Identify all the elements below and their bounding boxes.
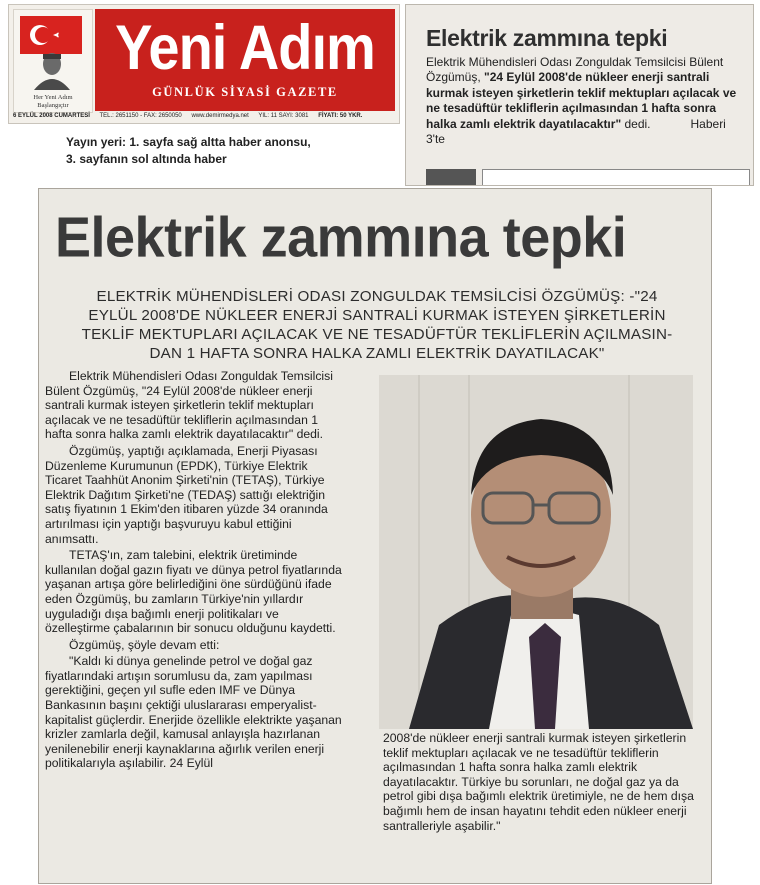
publication-note-line-2: 3. sayfanın sol altında haber bbox=[66, 152, 227, 166]
front-page-lead bbox=[426, 55, 744, 147]
article-clipping bbox=[38, 188, 712, 884]
publication-note bbox=[66, 134, 386, 168]
motto-line-2: Başlangıçtır bbox=[37, 102, 69, 109]
article-paragraph: TETAŞ'ın, zam talebini, elektrik üretiminde kullanılan doğal gazın fiyatı ve dünya petrol fiyatlarında yaşanan artışa göre belirlediğini öne sürdüğünü ifade eden Özgümüş, bu zamların Türkiye'nin yıllardır uyguladığı dışa bağımlı enerji politikaları ve özelleştirme çabalarının bir sonucu olduğunu kaydetti. bbox=[45, 548, 342, 636]
price: FİYATI: 50 YKR. bbox=[318, 113, 363, 119]
next-story-label-bar bbox=[426, 169, 476, 185]
lead-tail: dedi. bbox=[621, 116, 651, 131]
front-page-headline: Elektrik zammına tepki bbox=[426, 25, 668, 51]
article-paragraph: Elektrik Mühendisleri Odası Zonguldak Temsilcisi Bülent Özgümüş, "24 Eylül 2008'de nükleer enerji santrali kurmak isteyen şirketlerin teklif mektupları açılacak ve ne tesadüftür tekliflerin açılmasından 1 hafta sonra halka zamlı elektrik dayatılacaktır" dedi. bbox=[45, 369, 333, 442]
publication-note-line-1: Yayın yeri: 1. sayfa sağ altta haber anonsu, bbox=[66, 135, 311, 149]
article-column-right: 2008'de nükleer enerji santrali kurmak isteyen şirketlerin teklif mektupları açılacak ve ne tesadüftür tekliflerin açılmasından 1 hafta sonra halka zamlı elektrik dayatılacaktır. Türkiye bu sorunları, ne doğal gaz ya da petrol gibi dışa bağımlı elektrik üretimiyle, ne de hem dışa bağımlı hem de insan hayatını tehdit eden nükleer enerji santralleriyle aşabilir." bbox=[383, 731, 694, 833]
ataturk-portrait-icon bbox=[30, 50, 74, 90]
masthead-banner bbox=[95, 9, 395, 111]
masthead-motto bbox=[16, 94, 90, 110]
deck-line: TEKLİF MEKTUPLARI AÇILACAK VE NE TESADÜFTÜR TEKLİFLERİN AÇILMASIN- bbox=[81, 326, 673, 343]
article-headline: Elektrik zammına tepki bbox=[55, 206, 627, 270]
newspaper-tagline: GÜNLÜK SİYASİ GAZETE bbox=[152, 85, 338, 99]
article-column-left bbox=[45, 369, 345, 773]
deck-line: ELEKTRİK MÜHENDİSLERİ ODASI ZONGULDAK TEMSİLCİSİ ÖZGÜMÜŞ: -"24 bbox=[96, 288, 658, 305]
contact-phone: TEL.: 2651150 - FAX: 2650050 bbox=[99, 113, 182, 119]
article-paragraph: Özgümüş, şöyle devam etti: bbox=[69, 637, 220, 652]
page-reference: Haberi 3'te bbox=[426, 116, 726, 147]
issue-date: 6 EYLÜL 2008 CUMARTESİ bbox=[13, 113, 90, 119]
lead-quote: "24 Eylül 2008'de nükleer enerji santrali kurmak isteyen şirketlerin teklif mektupları açılacak ve ne tesadüftür tekliflerin açılmasından 1 hafta sonra halka zamlı elektrik dayatılacaktır" bbox=[426, 70, 737, 131]
front-page-clipping bbox=[405, 4, 754, 186]
spokesperson-photo bbox=[379, 375, 693, 729]
article-deck bbox=[67, 287, 687, 363]
article-paragraph: Özgümüş, yaptığı açıklamada, Enerji Piyasası Düzenleme Kurumunun (EPDK), Türkiye Elektrik Ticaret Taahhüt Anonim Şirketi'nin (TETAŞ), Türkiye Elektrik Dağıtım Şirketi'ne (TEDAŞ) sattığı elektriğin satış fiyatının 1 Ekim'den itibaren yüzde 34 oranında artırılması için yaptığı başvuruyu kabul ettiğini anımsattı. bbox=[45, 443, 328, 546]
issue-number: YIL: 11 SAYI: 3081 bbox=[258, 113, 309, 119]
turkish-flag-icon bbox=[20, 16, 82, 54]
article-paragraph: "Kaldı ki dünya genelinde petrol ve doğal gaz fiyatlarındaki artışın sorumlusu da, zam yapılması gerektiğini, geçen yıl sufle eden IMF ve Dünya Bankasının başını çektiği uluslararası emperyalist-kapitalist güçlerdir. Enerjide özellikle elektrikte yaşanan krizler zamlarla değil, kamusal anlayışla hazırlanan yenilenebilir enerji kaynaklarına ağırlık verilen enerji politikalarıyla aşılabilir. 24 Eylül bbox=[45, 654, 342, 771]
masthead-info-strip bbox=[13, 113, 395, 123]
next-story-headline-bar bbox=[482, 169, 750, 186]
motto-line-1: Her Yeni Adım bbox=[33, 94, 73, 101]
deck-line: DAN 1 HAFTA SONRA HALKA ZAMLI ELEKTRİK DAYATILACAK" bbox=[149, 345, 605, 362]
lead-plain: Elektrik Mühendisleri Odası Zonguldak Temsilcisi Bülent Özgümüş, bbox=[426, 55, 724, 85]
masthead-emblem-panel bbox=[13, 9, 93, 113]
website: www.demirmedya.net bbox=[191, 113, 249, 119]
deck-line: EYLÜL 2008'DE NÜKLEER ENERJİ SANTRALİ KURMAK İSTEYEN ŞİRKETLERİN bbox=[88, 307, 666, 324]
newspaper-brand: Yeni Adım bbox=[115, 12, 375, 83]
masthead-clipping bbox=[8, 4, 400, 124]
